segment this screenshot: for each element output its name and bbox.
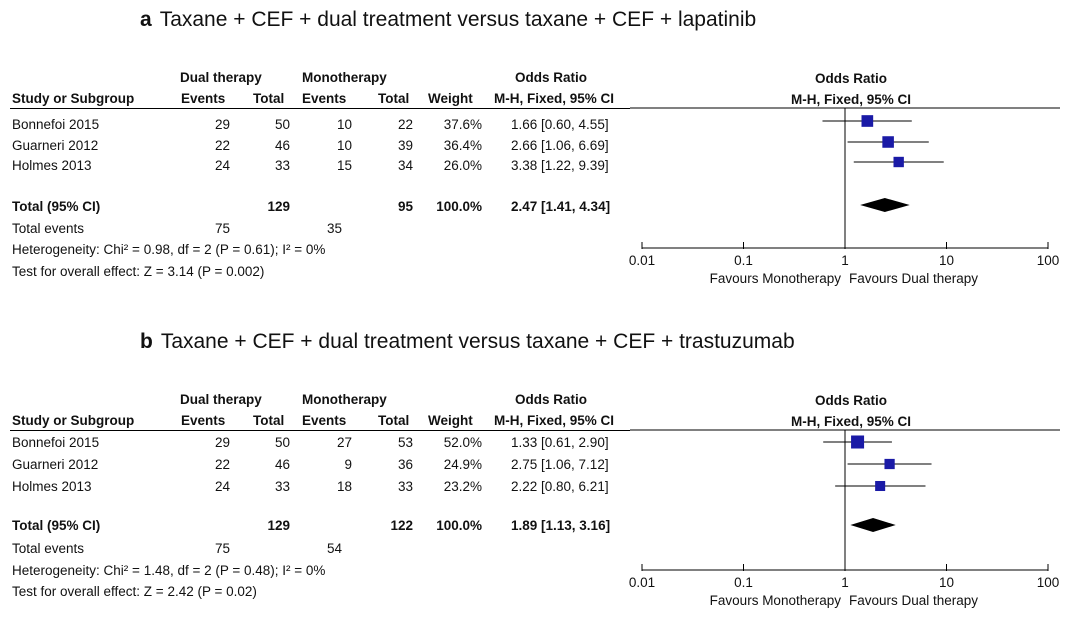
favours-left-label: Favours Monotherapy bbox=[709, 271, 841, 286]
header-total-1: Total bbox=[253, 91, 285, 106]
study-marker bbox=[875, 481, 885, 491]
chart-title: Odds Ratio bbox=[814, 71, 888, 86]
odds-ratio-ci: 3.38 [1.22, 9.39] bbox=[511, 158, 609, 173]
study-marker bbox=[884, 459, 894, 469]
total-weight: 100.0% bbox=[436, 199, 482, 214]
total-label: Total (95% CI) bbox=[12, 199, 101, 214]
odds-ratio-ci: 1.66 [0.60, 4.55] bbox=[511, 117, 609, 132]
x-tick-label: 0.01 bbox=[628, 253, 656, 268]
total-events-1: 75 bbox=[214, 221, 230, 236]
header-monotherapy: Monotherapy bbox=[302, 70, 387, 85]
pooled-ci: 1.89 [1.13, 3.16] bbox=[511, 518, 611, 533]
favours-right-label: Favours Dual therapy bbox=[849, 593, 979, 608]
study-marker bbox=[862, 115, 874, 127]
pooled-ci: 2.47 [1.41, 4.34] bbox=[511, 199, 611, 214]
total-n-1: 129 bbox=[267, 518, 290, 533]
events-2: 9 bbox=[344, 457, 352, 472]
header-rule bbox=[10, 430, 630, 431]
chart-subtitle: M-H, Fixed, 95% CI bbox=[790, 414, 912, 429]
chart-subtitle: M-H, Fixed, 95% CI bbox=[790, 92, 912, 107]
x-tick-label: 1 bbox=[841, 575, 849, 590]
overall-effect-text: Test for overall effect: Z = 3.14 (P = 0.002) bbox=[12, 264, 265, 279]
x-tick-label: 10 bbox=[938, 575, 955, 590]
total-1: 50 bbox=[274, 435, 290, 450]
total-events-1: 75 bbox=[214, 541, 230, 556]
total-events-label: Total events bbox=[12, 541, 85, 556]
odds-ratio-ci: 2.66 [1.06, 6.69] bbox=[511, 138, 609, 153]
header-total-2: Total bbox=[378, 91, 410, 106]
weight: 52.0% bbox=[443, 435, 482, 450]
odds-ratio-ci: 2.75 [1.06, 7.12] bbox=[511, 457, 609, 472]
panel-title-text: Taxane + CEF + dual treatment versus taxane + CEF + trastuzumab bbox=[160, 330, 795, 353]
heterogeneity-text: Heterogeneity: Chi² = 0.98, df = 2 (P = 0.61); I² = 0% bbox=[12, 242, 326, 257]
total-2: 33 bbox=[397, 479, 413, 494]
total-n-2: 122 bbox=[390, 518, 413, 533]
header-weight: Weight bbox=[428, 91, 473, 106]
study-name: Bonnefoi 2015 bbox=[12, 117, 100, 132]
panel-letter: a bbox=[140, 8, 152, 31]
header-monotherapy: Monotherapy bbox=[302, 392, 387, 407]
total-1: 46 bbox=[274, 457, 290, 472]
study-name: Holmes 2013 bbox=[12, 479, 92, 494]
header-dual-therapy: Dual therapy bbox=[180, 392, 262, 407]
panel-letter: b bbox=[140, 330, 153, 353]
total-events-2: 54 bbox=[326, 541, 342, 556]
header-study: Study or Subgroup bbox=[12, 413, 135, 428]
total-1: 33 bbox=[274, 158, 290, 173]
x-tick-label: 0.1 bbox=[734, 253, 753, 268]
total-n-2: 95 bbox=[397, 199, 413, 214]
events-1: 29 bbox=[214, 117, 230, 132]
odds-ratio-ci: 1.33 [0.61, 2.90] bbox=[511, 435, 609, 450]
header-total-1: Total bbox=[253, 413, 285, 428]
events-2: 18 bbox=[336, 479, 352, 494]
total-2: 22 bbox=[397, 117, 413, 132]
panel-title bbox=[140, 8, 756, 32]
x-tick-label: 0.01 bbox=[628, 575, 656, 590]
events-1: 29 bbox=[214, 435, 230, 450]
weight: 23.2% bbox=[443, 479, 482, 494]
weight: 24.9% bbox=[443, 457, 482, 472]
header-total-2: Total bbox=[378, 413, 410, 428]
weight: 36.4% bbox=[443, 138, 482, 153]
pooled-diamond bbox=[860, 198, 910, 212]
forest-plot-panel-a bbox=[0, 0, 1080, 300]
total-n-1: 129 bbox=[267, 199, 290, 214]
x-tick-label: 0.1 bbox=[734, 575, 753, 590]
weight: 37.6% bbox=[443, 117, 482, 132]
header-events-2: Events bbox=[302, 413, 347, 428]
header-events-2: Events bbox=[302, 91, 347, 106]
panel-title bbox=[140, 330, 795, 354]
x-tick-label: 100 bbox=[1036, 253, 1060, 268]
study-name: Guarneri 2012 bbox=[12, 457, 99, 472]
chart-title: Odds Ratio bbox=[814, 393, 888, 408]
total-2: 34 bbox=[397, 158, 413, 173]
total-weight: 100.0% bbox=[436, 518, 482, 533]
header-method: M-H, Fixed, 95% CI bbox=[494, 413, 615, 428]
events-1: 24 bbox=[214, 479, 230, 494]
events-2: 10 bbox=[336, 117, 352, 132]
total-1: 50 bbox=[274, 117, 290, 132]
favours-right-label: Favours Dual therapy bbox=[849, 271, 979, 286]
events-1: 24 bbox=[214, 158, 230, 173]
events-1: 22 bbox=[214, 457, 230, 472]
study-marker bbox=[851, 435, 864, 448]
header-odds-ratio: Odds Ratio bbox=[515, 70, 588, 85]
events-2: 27 bbox=[336, 435, 352, 450]
total-1: 46 bbox=[274, 138, 290, 153]
study-marker bbox=[882, 136, 894, 148]
overall-effect-text: Test for overall effect: Z = 2.42 (P = 0.02) bbox=[12, 584, 257, 599]
events-2: 10 bbox=[336, 138, 352, 153]
total-2: 39 bbox=[397, 138, 413, 153]
header-study: Study or Subgroup bbox=[12, 91, 135, 106]
forest-plot-panel-b bbox=[0, 322, 1080, 622]
panel-title-text: Taxane + CEF + dual treatment versus taxane + CEF + lapatinib bbox=[159, 8, 757, 31]
weight: 26.0% bbox=[443, 158, 482, 173]
study-name: Bonnefoi 2015 bbox=[12, 435, 100, 450]
odds-ratio-ci: 2.22 [0.80, 6.21] bbox=[511, 479, 609, 494]
header-weight: Weight bbox=[428, 413, 473, 428]
study-name: Guarneri 2012 bbox=[12, 138, 99, 153]
pooled-diamond bbox=[850, 518, 895, 532]
events-2: 15 bbox=[336, 158, 352, 173]
favours-left-label: Favours Monotherapy bbox=[709, 593, 841, 608]
total-events-2: 35 bbox=[326, 221, 342, 236]
forest-plot-chart bbox=[630, 382, 1080, 622]
heterogeneity-text: Heterogeneity: Chi² = 1.48, df = 2 (P = 0.48); I² = 0% bbox=[12, 563, 326, 578]
x-tick-label: 10 bbox=[938, 253, 955, 268]
x-tick-label: 100 bbox=[1036, 575, 1060, 590]
header-events-1: Events bbox=[181, 91, 226, 106]
header-odds-ratio: Odds Ratio bbox=[515, 392, 588, 407]
header-events-1: Events bbox=[181, 413, 226, 428]
study-marker bbox=[893, 157, 903, 167]
study-name: Holmes 2013 bbox=[12, 158, 92, 173]
events-1: 22 bbox=[214, 138, 230, 153]
header-rule bbox=[10, 108, 630, 109]
total-1: 33 bbox=[274, 479, 290, 494]
total-events-label: Total events bbox=[12, 221, 85, 236]
header-dual-therapy: Dual therapy bbox=[180, 70, 262, 85]
total-label: Total (95% CI) bbox=[12, 518, 101, 533]
total-2: 36 bbox=[397, 457, 413, 472]
x-tick-label: 1 bbox=[841, 253, 849, 268]
total-2: 53 bbox=[397, 435, 413, 450]
forest-plot-chart bbox=[630, 60, 1080, 300]
header-method: M-H, Fixed, 95% CI bbox=[494, 91, 615, 106]
